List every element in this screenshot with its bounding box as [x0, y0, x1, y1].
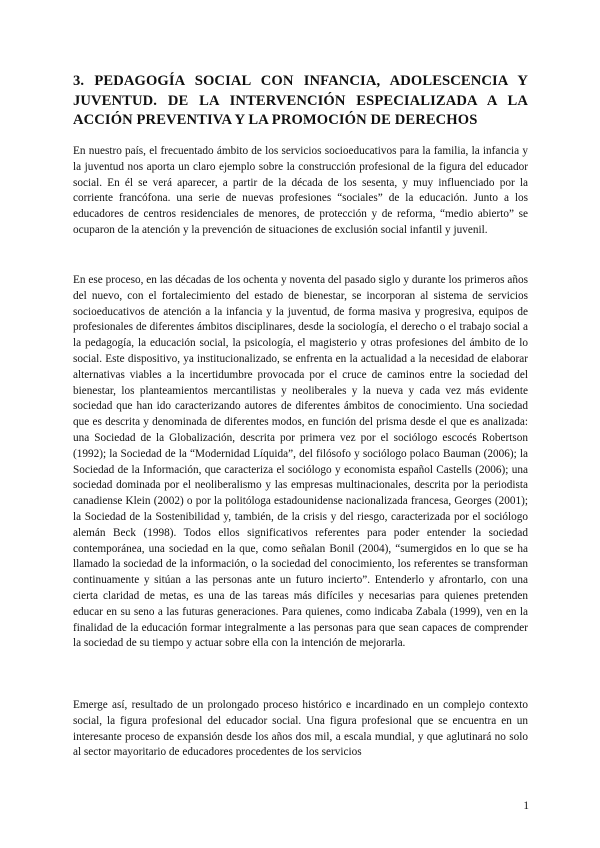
- body-paragraph: En nuestro país, el frecuentado ámbito de los servicios socioeducativos para la familia, la infancia y la juventud nos aporta un claro ejemplo sobre la construcción profesional de la figura del educador social. En él se verá aparecer, a partir de la década de los sesenta, y muy influenciado por la corriente francófona. una serie de nuevas profesiones “sociales” de la educación. Junto a los educadores de centros residenciales de menores, de protección y de reforma, “medio abierto” se ocuparon de la atención y la prevención de situaciones de exclusión social infantil y juvenil.: [73, 145, 528, 236]
- body-paragraph: En ese proceso, en las décadas de los ochenta y noventa del pasado siglo y durante los primeros años del nuevo, con el fortalecimiento del estado de bienestar, se incorporan al sistema de servicios socioeducativos de atención a la infancia y la juventud, de forma masiva y progresiva, equipos de profesionales de diferentes ámbitos disciplinares, desde la sociología, el derecho o el trabajo social a la pedagogía, la educación social, la psicología, el magisterio y otras profesiones del ámbito de lo social. Este dispositivo, ya institucionalizado, se enfrenta en la actualidad a la necesidad de elaborar alternativas viables a la incertidumbre provocada por el cruce de caminos entre la sociedad del bienestar, los planteamientos mercantilistas y neoliberales y la nueva y cada vez más evidente sociedad que han ido caracterizando autores de diferentes ámbitos de conocimiento. Una sociedad que es descrita y denominada de diferentes modos, en función del prisma desde el que es analizada: una Sociedad de la Globalización, descrita por primera vez por el sociólogo escocés Robertson (1992); la Sociedad de la “Modernidad Líquida”, del filósofo y sociólogo polaco Bauman (2006); la Sociedad de la Información, que caracteriza el sociólogo y economista español Castells (2006); una sociedad dominada por el neoliberalismo y las empresas multinacionales, descrita por la periodista canadiense Klein (2002) o por la politóloga estadounidense nacionalizada francesa, Georges (2001); la Sociedad de la Sostenibilidad y, también, de la crisis y del riesgo, caracterizada por el sociólogo alemán Beck (1998). Todos ellos significativos referentes para poder entender la sociedad contemporánea, una sociedad en la que, como señalan Bonil (2004), “sumergidos en lo que se ha llamado la sociedad de la información, o la sociedad del conocimiento, los referentes se transforman continuamente y sitúan a las personas ante un futuro incierto”. Entenderlo y afrontarlo, con una cierta claridad de metas, es una de las tareas más difíciles y necesarias para quienes pretenden educar en su seno a las futuras generaciones. Para quienes, como indicaba Zabala (1999), ven en la finalidad de la educación formar integralmente a las personas para que sean capaces de comprender la sociedad de su tiempo y actuar sobre ella con la intención de mejorarla.: [73, 274, 528, 650]
- page-number: 1: [523, 800, 529, 812]
- body-paragraph: Emerge así, resultado de un prolongado proceso histórico e incardinado en un complejo contexto social, la figura profesional del educador social. Una figura profesional que se encuentra en un interesante proceso de expansión desde los años dos mil, a escala mundial, y que aglutinará no solo al sector mayoritario de educadores procedentes de los servicios: [73, 699, 528, 759]
- section-heading: 3. PEDAGOGÍA SOCIAL CON INFANCIA, ADOLESCENCIA Y JUVENTUD. DE LA INTERVENCIÓN ESPECIALIZADA A LA ACCIÓN PREVENTIVA Y LA PROMOCIÓN DE DERECHOS: [73, 73, 528, 129]
